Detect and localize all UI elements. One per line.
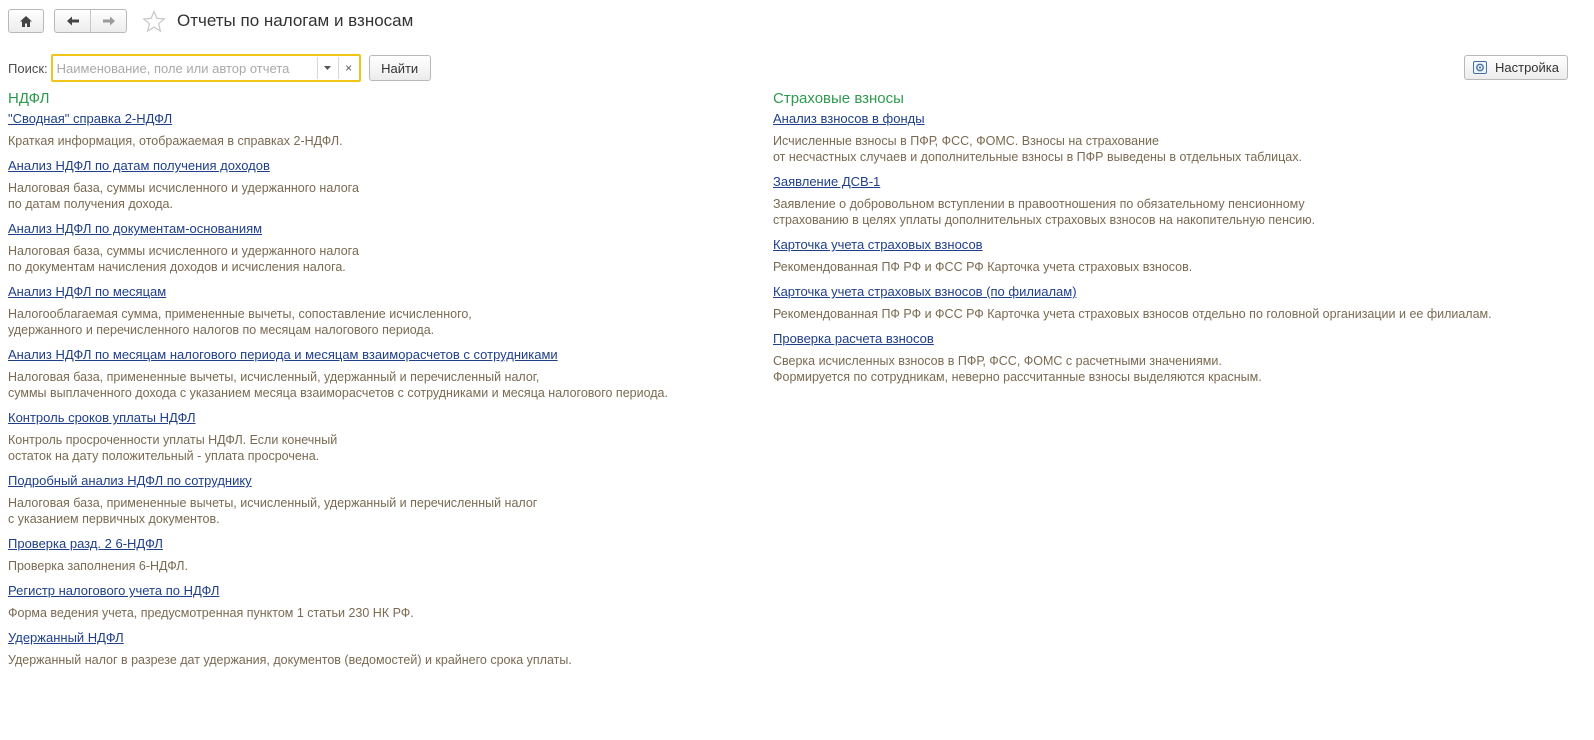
description-line: Налоговая база, примененные вычеты, исчисленный, удержанный и перечисленный налог	[8, 496, 538, 510]
settings-button[interactable]	[1464, 55, 1568, 80]
report-description	[773, 133, 1563, 165]
description-line: Формируется по сотрудникам, неверно рассчитанные взносы выделяются красным.	[773, 370, 1262, 384]
report-description	[8, 369, 748, 401]
search-dropdown-button[interactable]	[317, 57, 338, 79]
report-link[interactable]: Заявление ДСВ-1	[773, 174, 881, 189]
report-link[interactable]: Проверка расчета взносов	[773, 331, 934, 346]
report-description	[8, 432, 748, 464]
section-insurance-contributions	[773, 89, 1563, 394]
report-item	[773, 111, 1563, 165]
arrow-right-icon	[102, 16, 116, 26]
report-link[interactable]: Анализ взносов в фонды	[773, 111, 925, 126]
report-link[interactable]: Анализ НДФЛ по месяцам налогового периода и месяцам взаиморасчетов с сотрудниками	[8, 347, 558, 362]
description-line: с указанием первичных документов.	[8, 512, 220, 526]
report-description	[773, 306, 1563, 322]
report-description	[8, 243, 748, 275]
search-label: Поиск:	[8, 60, 48, 76]
report-item	[8, 347, 748, 401]
report-description	[8, 652, 748, 668]
report-item	[773, 237, 1563, 275]
report-description	[773, 353, 1563, 385]
description-line: суммы выплаченного дохода с указанием месяца взаиморасчетов с сотрудниками и месяца налогового периода.	[8, 386, 668, 400]
description-line: удержанного и перечисленного налогов по месяцам налогового периода.	[8, 323, 435, 337]
report-description	[773, 196, 1563, 228]
report-description	[8, 306, 748, 338]
search-input[interactable]	[53, 57, 317, 79]
description-line: Налоговая база, примененные вычеты, исчисленный, удержанный и перечисленный налог,	[8, 370, 540, 384]
description-line: от несчастных случаев и дополнительные взносы в ПФР выведены в отдельных таблицах.	[773, 150, 1302, 164]
report-description	[773, 259, 1563, 275]
description-line: Налогооблагаемая сумма, примененные вычеты, сопоставление исчисленного,	[8, 307, 472, 321]
arrow-left-icon	[66, 16, 80, 26]
report-item	[8, 111, 748, 149]
report-description	[8, 495, 748, 527]
report-link[interactable]: Карточка учета страховых взносов	[773, 237, 983, 252]
section-ndfl	[8, 89, 748, 677]
report-item	[8, 473, 748, 527]
report-item	[8, 536, 748, 574]
report-link[interactable]: Регистр налогового учета по НДФЛ	[8, 583, 220, 598]
report-description	[8, 605, 748, 621]
search-clear-button[interactable]	[338, 57, 359, 79]
forward-button[interactable]	[90, 10, 126, 32]
description-line: Рекомендованная ПФ РФ и ФСС РФ Карточка учета страховых взносов.	[773, 260, 1193, 274]
settings-icon	[1473, 61, 1487, 74]
report-link[interactable]: Анализ НДФЛ по месяцам	[8, 284, 167, 299]
description-line: Краткая информация, отображаемая в справках 2-НДФЛ.	[8, 134, 343, 148]
page-title: Отчеты по налогам и взносам	[177, 11, 414, 30]
home-icon	[19, 15, 33, 28]
report-link[interactable]: Удержанный НДФЛ	[8, 630, 124, 645]
report-description	[8, 133, 748, 149]
report-link[interactable]: Анализ НДФЛ по датам получения доходов	[8, 158, 270, 173]
description-line: по датам получения дохода.	[8, 197, 173, 211]
home-button[interactable]	[8, 9, 44, 33]
description-line: Рекомендованная ПФ РФ и ФСС РФ Карточка учета страховых взносов отдельно по головной организации и ее филиалам.	[773, 307, 1492, 321]
description-line: Заявление о добровольном вступлении в правоотношения по обязательному пенсионному	[773, 197, 1305, 211]
report-item	[8, 284, 748, 338]
back-button[interactable]	[55, 10, 90, 32]
settings-label: Настройка	[1495, 60, 1559, 75]
report-item	[8, 630, 748, 668]
report-item	[773, 174, 1563, 228]
search-field	[51, 54, 361, 82]
report-link[interactable]: Контроль сроков уплаты НДФЛ	[8, 410, 196, 425]
report-description	[8, 558, 748, 574]
report-item	[773, 284, 1563, 322]
report-item	[8, 158, 748, 212]
report-description	[8, 180, 748, 212]
description-line: Налоговая база, суммы исчисленного и удержанного налога	[8, 244, 359, 258]
description-line: страхованию в целях уплаты дополнительных страховых взносов на накопительную пенсию.	[773, 213, 1316, 227]
report-item	[8, 583, 748, 621]
close-icon: ×	[345, 61, 353, 75]
description-line: Налоговая база, суммы исчисленного и удержанного налога	[8, 181, 359, 195]
description-line: по документам начисления доходов и исчисления налога.	[8, 260, 346, 274]
report-link[interactable]: Проверка разд. 2 6-НДФЛ	[8, 536, 163, 551]
add-to-favorites-button[interactable]	[141, 8, 167, 34]
report-link[interactable]: Анализ НДФЛ по документам-основаниям	[8, 221, 263, 236]
report-item	[8, 221, 748, 275]
description-line: Сверка исчисленных взносов в ПФР, ФСС, ФОМС с расчетными значениями.	[773, 354, 1222, 368]
find-button[interactable]: Найти	[369, 55, 431, 81]
report-item	[8, 410, 748, 464]
star-icon	[142, 10, 166, 33]
section-title: Страховые взносы	[773, 90, 904, 107]
report-item	[773, 331, 1563, 385]
report-link[interactable]: Карточка учета страховых взносов (по филиалам)	[773, 284, 1077, 299]
report-link[interactable]: "Сводная" справка 2-НДФЛ	[8, 111, 173, 126]
description-line: остаток на дату положительный - уплата просрочена.	[8, 449, 320, 463]
description-line: Форма ведения учета, предусмотренная пунктом 1 статьи 230 НК РФ.	[8, 606, 414, 620]
chevron-down-icon	[324, 66, 331, 70]
section-title: НДФЛ	[8, 90, 50, 107]
history-navigation	[54, 9, 127, 33]
top-toolbar	[8, 8, 413, 34]
description-line: Проверка заполнения 6-НДФЛ.	[8, 559, 188, 573]
description-line: Исчисленные взносы в ПФР, ФСС, ФОМС. Взносы на страхование	[773, 134, 1159, 148]
description-line: Удержанный налог в разрезе дат удержания, документов (ведомостей) и крайнего срока уплаты.	[8, 653, 572, 667]
search-bar	[8, 54, 431, 82]
report-link[interactable]: Подробный анализ НДФЛ по сотруднику	[8, 473, 252, 488]
description-line: Контроль просроченности уплаты НДФЛ. Если конечный	[8, 433, 338, 447]
